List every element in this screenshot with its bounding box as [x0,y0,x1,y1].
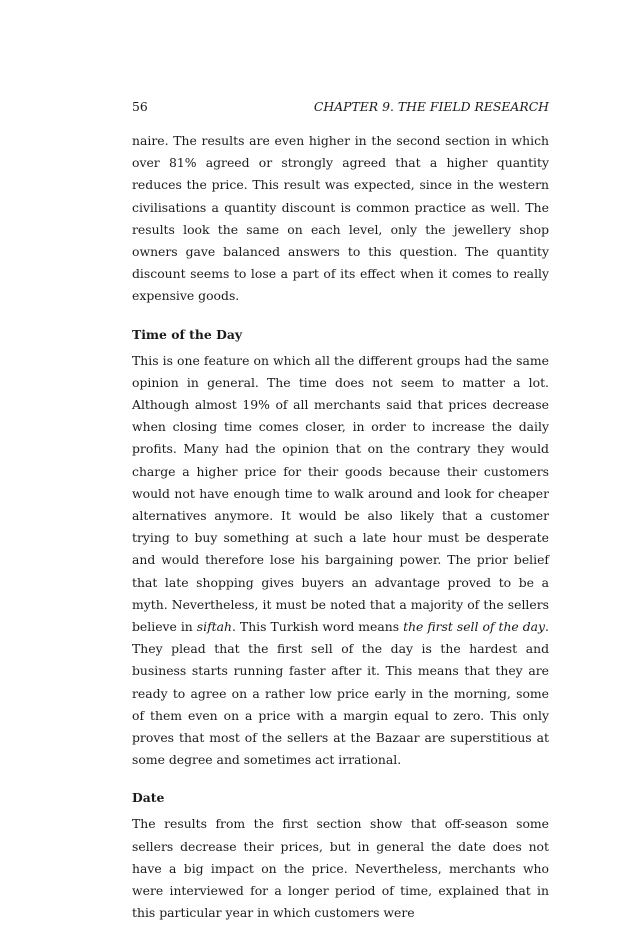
term-siftah: siftah [196,619,233,635]
section-heading-time-of-day: Time of the Day [132,326,243,342]
page-number: 56 [132,99,148,114]
chapter-title: CHAPTER 9. THE FIELD RESEARCH [313,99,549,114]
time-text-part-3: . They plead that the first sell of the day is the hardest and business starts running faster after it. This means that they are ready to agree on a rather low price early in the morning, some of them even on a price with a margin equal to zero. This only proves that most of the sellers at the Bazaar are superstitious at some degree and sometimes act irrational. [132,619,549,768]
term-meaning: the first sell of the day [403,619,546,635]
time-of-day-paragraph [132,350,549,772]
time-text-part-2: . This Turkish word means [232,619,404,635]
date-paragraph: The results from the first section show that off-season some sellers decrease their prices, but in general the date does not have a big impact on the price. Nevertheless, merchants who were interviewed for a longer period of time, explained that in this particular year in which customers were [132,816,549,921]
running-header [132,96,549,120]
intro-paragraph: naire. The results are even higher in the second section in which over 81% agreed or strongly agreed that a higher quantity reduces the price. This result was expected, since in the western civilisations a quantity discount is common practice as well. The results look the same on each level, only the jewellery shop owners gave balanced answers to this question. The quantity discount seems to lose a part of its effect when it comes to really expensive goods. [132,133,549,304]
page-content [132,96,549,925]
section-heading-date: Date [132,790,165,806]
time-text-part-1: This is one feature on which all the different groups had the same opinion in general. The time does not seem to matter a lot. Although almost 19% of all merchants said that prices decrease when closing time comes closer, in order to increase the daily profits. Many had the opinion that on the contrary they would charge a higher price for their goods because their customers would not have enough time to walk around and look for cheaper alternatives anymore. It would be also likely that a customer trying to buy something at such a late hour must be desperate and would therefore lose his bargaining power. The prior belief that late shopping gives buyers an advantage proved to be a myth. Nevertheless, it must be noted that a majority of the sellers believe in [132,352,549,635]
